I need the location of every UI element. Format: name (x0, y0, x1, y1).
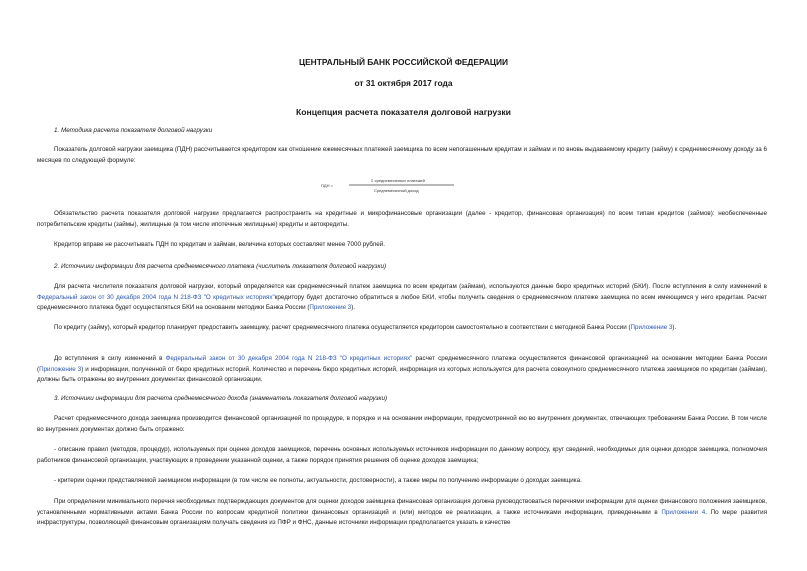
section-2-p3-text-c: ) и информации, полученной от бюро кредитных историй. Количество и перечень бюро кредитных историй, информация из которых используется для расчета совокупного среднемесячного платежа заемщиков по кредитам (займам), должны быть отражены во внутренних документах финансовой организации. (37, 365, 767, 384)
section-2-p3-text-a: До вступления в силу изменений в (54, 355, 166, 362)
section-2-paragraph-3 (37, 354, 767, 386)
section-2-p2-text-a: По кредиту (займу), который кредитор планирует предоставить заемщику, расчет среднемесячного платежа осуществляется кредитором самостоятельно в соответствии с методикой Банка России ( (54, 324, 631, 331)
formula-denominator: Среднемесячный доход (374, 188, 419, 193)
federal-law-link[interactable]: Федеральный закон от 30 декабря 2004 года N 218-ФЗ "О кредитных историях" (37, 293, 275, 301)
federal-law-link-2[interactable]: Федеральный закон от 30 декабря 2004 года N 218-ФЗ "О кредитных историях" (165, 355, 413, 362)
appendix-3-link[interactable]: Приложение 3 (309, 304, 352, 312)
section-3-paragraph-3: - критерии оценки представляемой заемщиком информации (в том числе ее полноты, актуальности, достоверности), а также меры по получению информации о доходах заемщика. (54, 477, 582, 484)
section-2-paragraph-2 (37, 323, 767, 334)
document-date: от 31 октября 2017 года (354, 78, 453, 88)
appendix-3-link-2[interactable]: Приложение 3 (630, 324, 673, 331)
section-3-paragraph-1: Расчет среднемесячного дохода заемщика производится финансовой организацией по процедуре, в порядке и на основании информации, предусмотренной ею во внутренних документах, отвечающих требованиям Банка России. В том числе во внутренних документах должно быть отражено: (37, 415, 767, 433)
section-1-paragraph-2: Обязательство расчета показателя долговой нагрузки предлагается распространить на кредитные и микрофинансовые организации (далее - кредитор, финансовая организация) по всем типам кредитов (займов): необеспеченные потребительские кредиты (займы), жилищные (в том числе ипотечные жилищные) кредиты и автокредиты. (37, 210, 767, 228)
section-3-heading: 3. Источники информации для расчета среднемесячного дохода (знаменатель показателя долговой нагрузки) (54, 395, 388, 402)
section-2-p2-text-b: ). (672, 324, 677, 331)
section-3-paragraph-4 (37, 497, 767, 529)
formula-lhs: ПДН = (321, 183, 333, 188)
formula-numerator: Σ среднемесячных платежей (371, 178, 425, 183)
section-2-p1-text-b: кредитору будет достаточно обратиться в любое БКИ, чтобы получить сведения о среднемесячном платеже заемщика по всем имеющимся у него кредитам. Расчет среднемесячного платежа будет осуществляться БКИ на основании методики Банка России ( (37, 293, 767, 312)
appendix-4-link[interactable]: Приложении 4 (661, 508, 706, 516)
document-title: Концепция расчета показателя долговой нагрузки (296, 107, 511, 117)
section-3-p4-text-a: При определении минимального перечня необходимых подтверждающих документов для оценки доходов заемщика финансовая организация должна руководствоваться перечнями информации для оценки финансового положения заемщиков, установленными нормативными актами Банка России по вопросам кредитной политики финансовых организаций и (или) методов ее реализации, а также источниками информации, приведенными в (37, 498, 767, 516)
org-title: ЦЕНТРАЛЬНЫЙ БАНК РОССИЙСКОЙ ФЕДЕРАЦИИ (298, 57, 509, 67)
pdn-formula (319, 174, 459, 196)
section-1-heading: 1. Методика расчета показателя долговой нагрузки (54, 127, 213, 134)
appendix-3-link-3[interactable]: Приложение 3 (39, 365, 82, 373)
section-3-paragraph-2: - описание правил (методов, процедур), используемых при оценке доходов заемщиков, перечень основных используемых источников информации по данному вопросу, круг сведений, необходимых для оценки доходов заемщика, полномочия работников финансовой организации, участвующих в проведении указанной оценки, а также порядок принятия решения об оценке доходов заемщика; (37, 446, 767, 464)
section-1-paragraph-1: Показатель долговой нагрузки заемщика (ПДН) рассчитывается кредитором как отношение ежемесячных платежей заемщика по всем непогашенным кредитам и займам и по вновь выдаваемому кредиту (займу) к среднемесячному доходу за 6 месяцев по следующей формуле: (37, 146, 767, 164)
section-3-p4-text-b: . По мере развития инфраструктуры, позволяющей финансовым организациям получать сведения из ПФР и ФНС, данные источники информации предполагается указать в качестве (37, 508, 768, 527)
section-1-paragraph-3: Кредитор вправе не рассчитывать ПДН по кредитам и займам, величина которых составляет менее 7000 рублей. (54, 241, 385, 248)
section-2-p1-text-a: Для расчета числителя показателя долговой нагрузки, который определяется как среднемесячный платеж заемщика по всем кредитам (займам), используются данные бюро кредитных историй (БКИ). После вступления в силу изменений в (54, 283, 767, 290)
section-2-p3-text-b: расчет среднемесячного платежа осуществляется финансовой организацией на основании методики Банка России ( (37, 355, 767, 373)
section-2-heading: 2. Источники информации для расчета среднемесячного платежа (числитель показателя долговой нагрузки) (54, 263, 387, 270)
section-2-p1-text-c: ). (351, 304, 356, 312)
section-2-paragraph-1 (37, 282, 767, 314)
